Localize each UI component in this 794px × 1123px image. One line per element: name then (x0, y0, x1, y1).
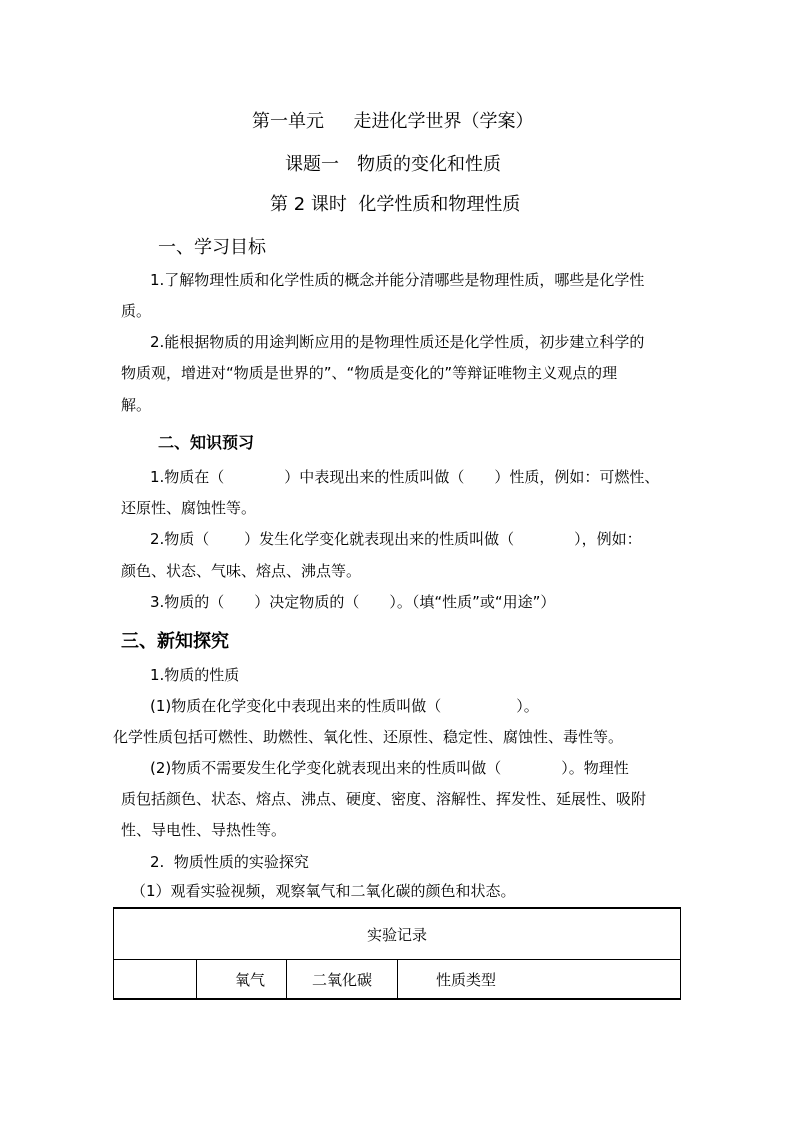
table-col-oxygen: 氧气 (197, 960, 287, 1000)
goal-2-line-2: 物质观，增进对“物质是世界的”、“物质是变化的”等辩证唯物主义观点的理 (121, 364, 618, 382)
explore-p1-line-1: (1)物质在化学变化中表现出来的性质叫做（ ）。 (150, 697, 539, 715)
unit-title: 第一单元 走进化学世界（学案） (252, 111, 534, 132)
goal-2-line-3: 解。 (121, 396, 152, 414)
section-heading-preview: 二、知识预习 (158, 433, 255, 452)
explore-sub-1: 1.物质的性质 (150, 666, 240, 684)
table-col-property-type: 性质类型 (398, 960, 681, 1000)
preview-q1-line-2: 还原性、腐蚀性等。 (121, 499, 257, 517)
section-heading-goals: 一、学习目标 (158, 237, 266, 258)
goal-2-line-1: 2.能根据物质的用途判断应用的是物理性质还是化学性质，初步建立科学的 (150, 333, 645, 351)
explore-sub-2: 2. 物质性质的实验探究 (150, 853, 309, 871)
session-title: 第 2 课时 化学性质和物理性质 (270, 194, 521, 215)
lesson-title: 课题一 物质的变化和性质 (285, 154, 501, 175)
table-col-empty (114, 960, 197, 1000)
goal-1-line-2: 质。 (121, 302, 152, 320)
table-caption: 实验记录 (114, 908, 681, 960)
explore-p2-line-2: 质包括颜色、状态、熔点、沸点、硬度、密度、溶解性、挥发性、延展性、吸附 (121, 790, 647, 808)
preview-q1-line-1: 1.物质在（ ）中表现出来的性质叫做（ ）性质，例如：可燃性、 (150, 468, 660, 486)
explore-p1-line-2: 化学性质包括可燃性、助燃性、氧化性、还原性、稳定性、腐蚀性、毒性等。 (113, 728, 624, 746)
table-col-carbon-dioxide: 二氧化碳 (287, 960, 398, 1000)
experiment-record-table (113, 907, 681, 1000)
section-heading-explore: 三、新知探究 (121, 631, 229, 652)
explore-p2-line-1: (2)物质不需要发生化学变化就表现出来的性质叫做（ ）。物理性 (150, 759, 629, 777)
preview-q3: 3.物质的（ ）决定物质的（ ）。（填“性质”或“用途”） (150, 593, 556, 611)
preview-q2-line-2: 颜色、状态、气味、熔点、沸点等。 (121, 562, 362, 580)
table-header-row (114, 960, 681, 1000)
explore-p2-line-3: 性、导电性、导热性等。 (121, 821, 287, 839)
preview-q2-line-1: 2.物质（ ）发生化学变化就表现出来的性质叫做（ ），例如： (150, 530, 642, 548)
goal-1-line-1: 1.了解物理性质和化学性质的概念并能分清哪些是物理性质，哪些是化学性 (150, 271, 645, 289)
experiment-1: （1）观看实验视频，观察氧气和二氧化碳的颜色和状态。 (131, 882, 516, 900)
